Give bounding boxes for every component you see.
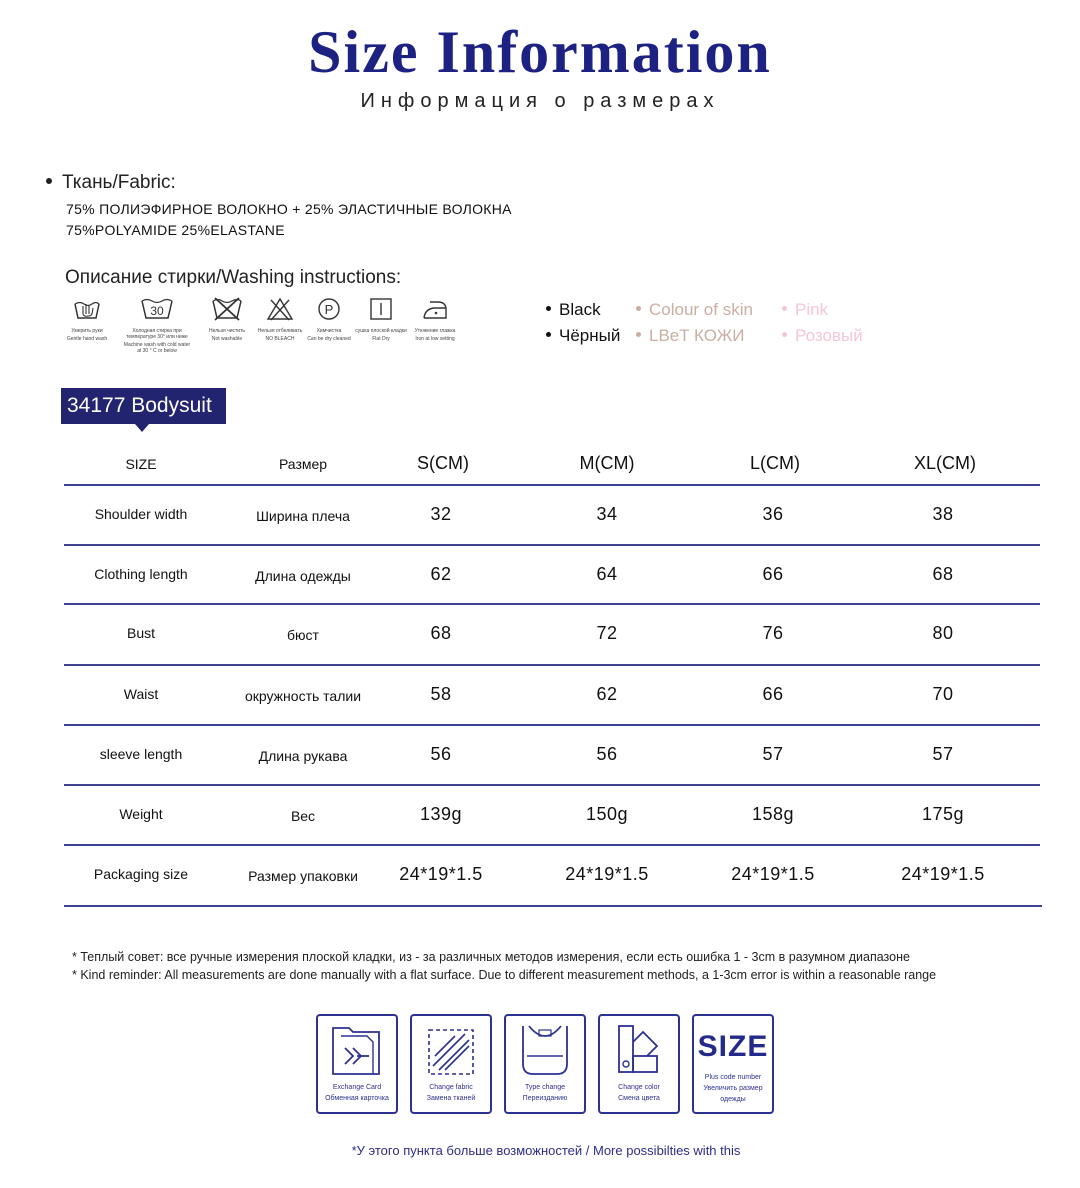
color-label: LBeT КОЖИ	[649, 326, 745, 345]
washing-heading: Описание стирки/Washing instructions:	[65, 267, 402, 288]
wash-item	[404, 296, 466, 342]
row-label-ru: бюст	[287, 627, 319, 643]
note-en: * Kind reminder: All measurements are done manually with a flat surface. Due to different measurement methods, a 1-3cm error is within a reasonable range	[72, 968, 937, 982]
cell-value: 72	[596, 623, 618, 643]
card-label-ru: Смена цвета	[618, 1095, 660, 1102]
card-label-en: Plus code number	[704, 1074, 762, 1081]
table-row	[64, 605, 1040, 663]
color-dot-icon	[782, 306, 787, 311]
wash-label-ru: Нельзя чистить	[208, 328, 245, 334]
header-razmer: Размер	[278, 456, 328, 472]
cell-value: 66	[762, 564, 784, 584]
card-label-ru: Замена тканей	[426, 1095, 476, 1102]
cell-value: 175g	[921, 804, 965, 824]
wash-label-ru: Умерить руки	[71, 328, 103, 334]
color-label: Colour of skin	[649, 300, 753, 319]
cell-value: 150g	[585, 804, 629, 824]
cell-value: 38	[932, 504, 954, 524]
wash-label-en: Not washable	[211, 336, 243, 342]
footer-note: *У этого пункта больше возможностей / More possibilties with this	[351, 1143, 741, 1158]
color-option-skin	[636, 300, 753, 320]
cell-value: 24*19*1.5	[731, 864, 815, 884]
table-row	[64, 486, 1040, 544]
cell-value: 24*19*1.5	[901, 864, 985, 884]
wash-label-en: Iron at low setting	[415, 336, 455, 342]
cell-value: 57	[762, 744, 784, 764]
cell-value: 62	[596, 684, 618, 704]
color-option-pink-ru	[782, 326, 863, 346]
row-label-en: Clothing length	[94, 566, 188, 582]
do-not-wash-icon	[210, 296, 244, 322]
table-row	[64, 786, 1040, 844]
cell-value: 24*19*1.5	[565, 864, 649, 884]
color-dot-icon	[546, 306, 551, 311]
cell-value: 32	[430, 504, 452, 524]
cell-value: 80	[932, 623, 954, 643]
exchange-card-icon	[327, 1022, 387, 1080]
cell-value: 68	[430, 623, 452, 643]
card-label-en: Change fabric	[429, 1084, 473, 1091]
washing-icons	[56, 296, 466, 366]
wash-label-en: Machine wash with cold water at 30 ° C or below	[123, 342, 191, 354]
wash-item	[350, 296, 412, 342]
cell-value: 24*19*1.5	[399, 864, 483, 884]
fabric-icon	[421, 1022, 481, 1080]
row-label-en: Bust	[126, 625, 155, 641]
measurement-notes	[72, 948, 936, 984]
cell-value: 139g	[419, 804, 463, 824]
size-text-icon: SIZE	[697, 1030, 769, 1063]
hand-wash-icon	[72, 296, 102, 322]
wash-label-en: Gentle hand wash	[66, 336, 108, 342]
header-m: M(CM)	[579, 453, 635, 473]
wash-item	[56, 296, 118, 342]
wash-30-icon	[139, 296, 175, 322]
color-option-pink	[782, 300, 828, 320]
cell-value: 66	[762, 684, 784, 704]
cell-value: 76	[762, 623, 784, 643]
option-cards	[316, 1014, 776, 1114]
color-option-black	[546, 300, 601, 320]
card-label-en: Change color	[618, 1084, 660, 1091]
wash-label-ru: сушка плоской кладки	[355, 328, 407, 334]
row-label-ru: Длина одежды	[255, 568, 351, 584]
wash-label-en: Can be dry cleaned	[307, 336, 351, 342]
color-swatch-icon	[609, 1020, 669, 1078]
card-label-en: Type change	[524, 1084, 566, 1091]
table-header-row	[64, 440, 1040, 484]
color-option-black-ru	[546, 326, 620, 346]
header-size: SIZE	[125, 456, 157, 472]
header-xl: XL(CM)	[914, 453, 976, 473]
page-title: Size Information	[308, 19, 772, 85]
cell-value: 158g	[751, 804, 795, 824]
color-dot-icon	[636, 306, 641, 311]
color-label: Чёрный	[559, 326, 621, 345]
wash-label-ru: Холодная стирка при температуре 30° или ниже	[126, 328, 188, 340]
color-dot-icon	[636, 332, 641, 337]
row-label-en: Packaging size	[93, 866, 189, 882]
cell-value: 64	[596, 564, 618, 584]
row-label-ru: Вес	[290, 808, 316, 824]
wash-temp-label: 30	[150, 304, 164, 318]
row-label-en: Shoulder width	[94, 506, 188, 522]
page-subtitle: Информация о размерах	[360, 90, 720, 112]
fabric-heading	[46, 172, 176, 194]
note-ru: * Теплый совет: все ручные измерения плоской кладки, из - за различных методов измерения, если есть ошибка 1 - 3cm в разумном диапазоне	[72, 950, 910, 964]
cell-value: 70	[932, 684, 954, 704]
card-label-ru: Обменная карточка	[325, 1095, 389, 1102]
cell-value: 36	[762, 504, 784, 524]
cell-value: 62	[430, 564, 452, 584]
low-iron-icon	[420, 296, 450, 322]
product-tag-pointer	[135, 424, 149, 432]
table-row	[64, 546, 1040, 604]
color-option-skin-ru	[636, 326, 745, 346]
row-label-ru: Ширина плеча	[256, 508, 350, 524]
row-label-en: sleeve length	[99, 746, 183, 762]
cell-value: 56	[596, 744, 618, 764]
fabric-composition-ru: 75% ПОЛИЭФИРНОЕ ВОЛОКНО + 25% ЭЛАСТИЧНЫЕ ВОЛОКНА	[66, 201, 512, 217]
wash-item	[122, 296, 192, 354]
bullet-icon	[46, 178, 52, 184]
row-label-en: Waist	[123, 686, 159, 702]
dry-clean-letter: P	[324, 302, 334, 317]
fabric-heading-text: Ткань/Fabric:	[62, 172, 176, 193]
row-label-ru: Длина рукава	[258, 748, 348, 764]
cell-value: 57	[932, 744, 954, 764]
dry-clean-icon	[314, 296, 344, 322]
fabric-composition-en: 75%POLYAMIDE 25%ELASTANE	[66, 222, 285, 238]
card-label-en: Exchange Card	[332, 1084, 382, 1091]
wash-label-ru: Утюжение глажка	[414, 328, 456, 334]
row-label-en: Weight	[119, 806, 163, 822]
wash-label-en: Flat Dry	[372, 336, 390, 342]
product-tag: 34177 Bodysuit	[61, 388, 226, 424]
table-row	[64, 666, 1040, 724]
card-label-ru: Переизданию	[522, 1095, 568, 1102]
card-exchange	[316, 1014, 398, 1114]
cell-value: 68	[932, 564, 954, 584]
color-dot-icon	[782, 332, 787, 337]
wash-label-en: NO BLEACH	[265, 336, 295, 342]
no-bleach-icon	[265, 296, 295, 322]
header-s: S(CM)	[417, 453, 469, 473]
garment-type-icon	[515, 1020, 575, 1078]
card-fabric	[410, 1014, 492, 1114]
cell-value: 58	[430, 684, 452, 704]
card-label-ru: Увеличить размер одежды	[703, 1085, 763, 1103]
cell-value: 56	[430, 744, 452, 764]
row-label-ru: окружность талии	[244, 688, 362, 704]
row-label-ru: Размер упаковки	[248, 868, 358, 884]
color-dot-icon	[546, 332, 551, 337]
color-label: Розовый	[795, 326, 863, 345]
header-l: L(CM)	[750, 453, 800, 473]
card-type	[504, 1014, 586, 1114]
cell-value: 34	[596, 504, 618, 524]
card-size	[692, 1014, 774, 1114]
color-label: Pink	[795, 300, 829, 319]
flat-dry-icon	[366, 296, 396, 322]
wash-label-ru: Нельзя отбеливать	[257, 328, 303, 334]
card-color	[598, 1014, 680, 1114]
color-label: Black	[559, 300, 601, 319]
wash-label-ru: Химчистка	[316, 328, 342, 334]
table-row	[64, 846, 1040, 904]
table-row	[64, 726, 1040, 784]
table-divider	[64, 905, 1042, 907]
